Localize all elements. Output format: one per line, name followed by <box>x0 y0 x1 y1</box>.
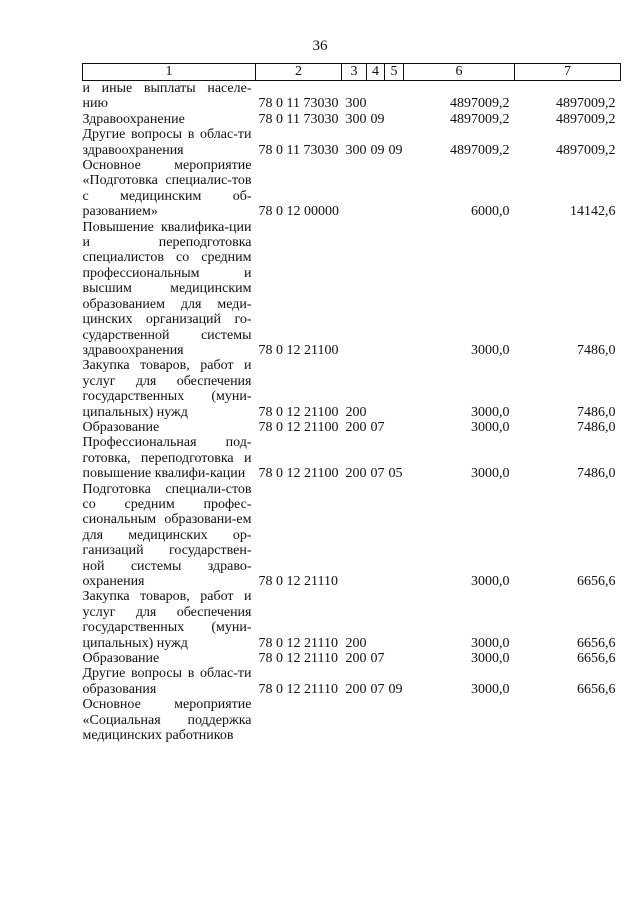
table-row <box>83 158 621 220</box>
row-sum-2-cell: 6656,6 <box>577 635 616 651</box>
row-name-cell: и иные выплаты населе-нию <box>82 81 252 112</box>
row-pr-cell <box>385 697 404 743</box>
row-pr-cell: 09 <box>388 142 403 158</box>
row-sum-2-cell <box>515 697 621 743</box>
header-cell: 6 <box>404 64 515 81</box>
row-pr-cell <box>385 420 404 435</box>
row-sum-1-cell: 3000,0 <box>471 419 510 435</box>
table-row <box>83 651 621 666</box>
row-kcsr-cell: 78 0 12 21100 <box>258 419 339 435</box>
row-sum-1-cell: 3000,0 <box>471 681 510 697</box>
table-row <box>83 482 621 590</box>
row-rz-cell: 07 <box>370 651 385 667</box>
header-cell: 1 <box>83 64 256 81</box>
row-sum-2-cell: 4897009,2 <box>556 111 616 127</box>
row-sum-1-cell: 4897009,2 <box>450 111 510 127</box>
row-vr-cell <box>342 482 367 590</box>
table-row <box>83 420 621 435</box>
row-name-cell: Профессиональная под-готовка, переподготовка и повышение квалифи-кации <box>82 435 252 482</box>
row-rz-cell <box>367 158 385 220</box>
row-sum-1-cell: 6000,0 <box>471 204 510 220</box>
row-name-cell: Образование <box>82 419 160 435</box>
row-vr-cell: 200 <box>345 466 367 482</box>
row-vr-cell: 200 <box>345 404 367 420</box>
table-row <box>83 666 621 697</box>
row-sum-1-cell: 4897009,2 <box>450 96 510 112</box>
budget-table <box>82 63 621 743</box>
row-kcsr-cell: 78 0 12 21100 <box>258 404 339 420</box>
row-sum-2-cell: 7486,0 <box>577 419 616 435</box>
row-pr-cell <box>385 158 404 220</box>
row-rz-cell <box>367 358 385 420</box>
row-vr-cell: 300 <box>345 96 367 112</box>
header-cell: 5 <box>385 64 404 81</box>
row-sum-2-cell: 4897009,2 <box>556 142 616 158</box>
row-rz-cell <box>367 482 385 590</box>
row-sum-1-cell: 4897009,2 <box>450 142 510 158</box>
row-pr-cell <box>385 220 404 359</box>
row-name-cell: Образование <box>82 651 160 667</box>
row-kcsr-cell: 78 0 12 21110 <box>258 635 338 651</box>
header-cell: 2 <box>256 64 342 81</box>
row-vr-cell: 200 <box>345 419 367 435</box>
table-row <box>83 589 621 651</box>
row-pr-cell <box>385 651 404 666</box>
row-kcsr-cell: 78 0 11 73030 <box>258 111 339 127</box>
row-sum-1-cell <box>404 697 515 743</box>
row-kcsr-cell: 78 0 12 21110 <box>258 574 338 589</box>
row-rz-cell <box>367 697 385 743</box>
table-row <box>83 112 621 127</box>
header-cell: 7 <box>515 64 621 81</box>
table-body <box>83 81 621 744</box>
row-sum-1-cell: 3000,0 <box>471 651 510 667</box>
table-row <box>83 697 621 743</box>
row-pr-cell <box>385 482 404 590</box>
row-pr-cell <box>385 358 404 420</box>
row-name-cell: Другие вопросы в облас-ти образования <box>82 666 252 697</box>
row-pr-cell <box>385 589 404 651</box>
row-sum-2-cell: 4897009,2 <box>556 96 616 112</box>
row-sum-1-cell: 3000,0 <box>471 574 510 589</box>
row-kcsr-cell: 78 0 12 21100 <box>258 342 339 358</box>
row-kcsr-cell: 78 0 11 73030 <box>258 96 339 112</box>
row-kcsr-cell: 78 0 11 73030 <box>258 142 339 158</box>
row-vr-cell: 300 <box>345 142 367 158</box>
header-cell: 4 <box>367 64 385 81</box>
row-pr-cell <box>385 81 404 112</box>
row-vr-cell: 200 <box>345 681 367 697</box>
row-name-cell: Другие вопросы в облас-ти здравоохранения <box>82 127 252 158</box>
row-rz-cell: 09 <box>370 142 385 158</box>
row-name-cell: Закупка товаров, работ и услуг для обеспечения государственных (муни-ципальных) нужд <box>82 358 252 420</box>
row-kcsr-cell: 78 0 12 21110 <box>258 651 338 667</box>
table-header-row <box>83 64 621 81</box>
table-row <box>83 127 621 158</box>
row-sum-1-cell: 3000,0 <box>471 342 510 358</box>
row-rz-cell <box>367 589 385 651</box>
table-row <box>83 358 621 420</box>
row-rz-cell: 09 <box>370 111 385 127</box>
row-sum-2-cell: 6656,6 <box>577 574 616 589</box>
table-row <box>83 81 621 112</box>
row-sum-2-cell: 7486,0 <box>577 404 616 420</box>
row-sum-1-cell: 3000,0 <box>471 404 510 420</box>
row-kcsr-cell <box>256 697 342 743</box>
row-name-cell: Подготовка специали-стов со средним профес-сиональным образовани-ем для медицинских ор-ганизаций государствен-ной системы здраво-охранения <box>82 481 252 589</box>
row-sum-2-cell: 7486,0 <box>577 466 616 482</box>
row-vr-cell <box>342 220 367 359</box>
row-vr-cell <box>342 697 367 743</box>
table-row <box>83 435 621 481</box>
row-sum-2-cell: 6656,6 <box>577 651 616 667</box>
row-name-cell: Основное мероприятие «Социальная поддержка медицинских работников <box>82 697 252 744</box>
row-rz-cell: 07 <box>370 466 385 482</box>
row-vr-cell: 200 <box>345 651 367 667</box>
row-pr-cell: 09 <box>388 681 403 697</box>
row-name-cell: Здравоохранение <box>82 111 185 127</box>
row-name-cell: Закупка товаров, работ и услуг для обеспечения государственных (муни-ципальных) нужд <box>82 589 252 651</box>
header-cell: 3 <box>342 64 367 81</box>
row-pr-cell: 05 <box>388 466 403 482</box>
row-kcsr-cell: 78 0 12 21110 <box>258 681 338 697</box>
row-sum-1-cell: 3000,0 <box>471 635 510 651</box>
row-vr-cell <box>342 158 367 220</box>
row-name-cell: Повышение квалифика-ции и переподготовка специалистов со средним профессиональным и высшим медицинским образованием для меди-цинских организаций го-сударственной системы здравоохранения <box>82 219 252 358</box>
row-rz-cell: 07 <box>370 681 385 697</box>
page-number: 36 <box>312 38 328 54</box>
row-rz-cell <box>367 81 385 112</box>
row-pr-cell <box>385 112 404 127</box>
row-sum-2-cell: 14142,6 <box>570 204 616 220</box>
row-sum-2-cell: 6656,6 <box>577 681 616 697</box>
row-kcsr-cell: 78 0 12 21100 <box>258 466 339 482</box>
row-sum-1-cell: 3000,0 <box>471 466 510 482</box>
row-rz-cell: 07 <box>370 419 385 435</box>
row-sum-2-cell: 7486,0 <box>577 342 616 358</box>
row-kcsr-cell: 78 0 12 00000 <box>258 204 339 220</box>
row-vr-cell: 300 <box>345 111 367 127</box>
table-row <box>83 220 621 359</box>
row-vr-cell: 200 <box>345 635 367 651</box>
row-name-cell: Основное мероприятие «Подготовка специалис-тов с медицинским об-разованием» <box>82 158 252 220</box>
row-rz-cell <box>367 220 385 359</box>
